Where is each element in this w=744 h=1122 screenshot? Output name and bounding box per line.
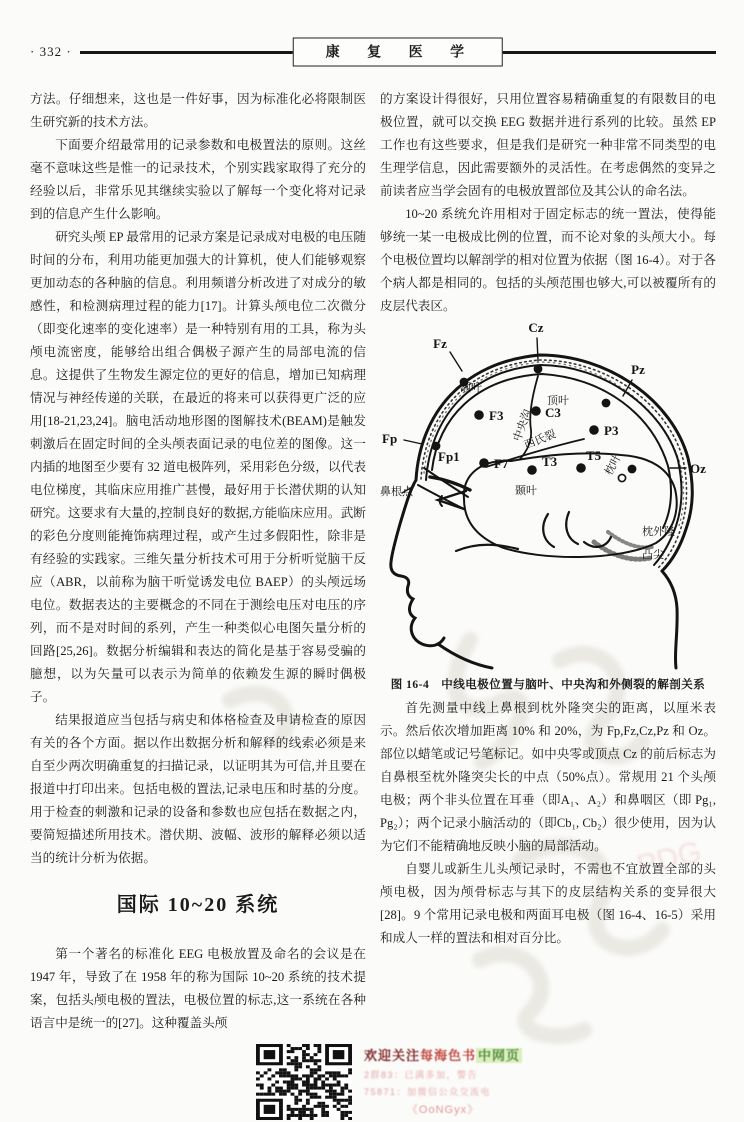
f7-electrode-dot xyxy=(479,458,489,468)
central-sulcus-label: 中央沟 xyxy=(511,407,535,444)
text-columns xyxy=(30,88,716,1035)
t3-electrode-dot xyxy=(527,465,537,475)
inion-label-line2: 凸尖 xyxy=(642,549,664,561)
footer-stamp xyxy=(256,1044,522,1120)
pz-label: Pz xyxy=(631,362,645,377)
oz-label: Oz xyxy=(690,461,706,476)
section-heading: 国际 10~20 系统 xyxy=(116,894,280,916)
parietal-lobe-label: 顶叶 xyxy=(547,395,569,407)
t5-label: T5 xyxy=(586,448,602,463)
qr-code xyxy=(256,1044,352,1120)
sylvian-fissure-label: 西氏裂 xyxy=(522,428,558,452)
pz-electrode-dot xyxy=(602,399,611,408)
book-title: 康 复 医 学 xyxy=(293,38,504,67)
head-electrode-diagram xyxy=(380,318,716,670)
fz-label: Fz xyxy=(433,336,447,351)
t3-label: T3 xyxy=(542,454,558,469)
page-header xyxy=(30,44,716,60)
inion-label-line1: 枕外隆 xyxy=(642,526,675,538)
promo-line4: 《OoNGyx》 xyxy=(406,1104,480,1116)
paragraph: 下面要介绍最常用的记录参数和电极置法的原则。这丝毫不意味这些是惟一的记录技术，个别实践家取得了充分的经验以后，非常乐见其继续实验以了解每一个变化将对记录到的信息产生什么影响。 xyxy=(30,138,366,221)
promo-line1 xyxy=(364,1045,522,1064)
cerebellum-squiggle-2 xyxy=(566,512,578,544)
paragraph: 结果报道应当包括与病史和体格检查及申请检查的原因有关的各个方面。据以作出数据分析和解释的线索必须是来自至少两次明确重复的扫描记录，以证明其为可信,并且要在报道中打印出来。包括电极的置法,记录电压和时基的分度。用于检查的刺激和记录的设备和参数也应包括在数据之内，要简短描述所用技术。潜伏期、波幅、波形的解释必须以适当的统计分析为依据。 xyxy=(30,713,366,865)
promo-line1-seg3: 中网页 xyxy=(478,1048,521,1063)
cz-electrode-dot xyxy=(534,365,543,374)
promo-line1-seg2: 每海色书 xyxy=(420,1048,477,1063)
f7-label: F7 xyxy=(494,456,509,471)
eyebrow xyxy=(430,477,470,490)
promo-line2: 2群83：已满多加，警告 xyxy=(364,1070,479,1080)
oz-electrode-dot xyxy=(628,465,637,474)
paragraph: 首先测量中线上鼻根到枕外隆突尖的距离，以厘米表示。然后依次增加距离 10% 和 20%，为 Fp,Fz,Cz,Pz 和 Oz。部位以蜡笔或记号笔标记。如中央零或顶点 Cz 的前后标志为自鼻根至枕外隆突尖长的中点（50%点）。常规用 21 个头颅电极；两个非头位置在耳垂（即A₁、A₂）和鼻咽区（即 Pg₁, Pg₂）；两个记录小脑活动的（即Cb₁, Cb₂）很少使用，因为认为它们不能精确地反映小脑的局部活动。 xyxy=(380,701,716,853)
fp1-label: Fp1 xyxy=(438,449,460,464)
figure-caption: 图 16-4 中线电极位置与脑叶、中央沟和外侧裂的解剖关系 xyxy=(390,679,706,691)
paragraph: 方法。仔细想来，这也是一件好事，因为标准化必将限制医生研究新的技术方法。 xyxy=(30,92,366,129)
paragraph: 10~20 系统允许用相对于固定标志的统一置法，使得能够统一某一电极成比例的位置，而不论对象的头颅大小。每个电极位置均以解剖学的相对位置为依据（图 16-4）。对于各个病人都是相同的。包括的头颅范围也够大,可以被覆所有的皮层代表区。 xyxy=(380,207,716,313)
paragraph: 研究头颅 EP 最常用的记录方案是记录成对电极的电压随时间的分布，利用功能更加强大的计算机，使人们能够观察更加动态的各种脑的信息。利用频谱分析改进了对成分的敏感性，和检测病理过程的能力[17]。计算头颅电位二次微分（即变化速率的变化速率）是一种特别有用的工具，称为头颅电流密度，能够给出组合偶极子源产生的局部电流的信息。这提供了生物发生源定位的更好的信息，增加已知病理情况与神经传递的关联，在最近的将来可以获得更广泛的应用[18-21,23,24]。脑电活动地形图的图解技术(BEAM)是触发刺激后在固定时间的全头颅表面记录的电位差的图像。这一内插的地图至少要有 32 道电极阵列，采用彩色分级，以代表电位梯度，其临床应用推广甚慢，最好用于长潜伏期的认知研究。这要求有大量的,控制良好的数据,方能临床应用。武断的彩色分度则能掩饰病理过程，或产生过多假阳性，除非是有经验的实践家。三维矢量分析技术可用于分析听觉脑干反应（ABR，以前称为脑干听觉诱发电位 BAEP）的头颅远场电位。数据表达的主要概念的不同在于测绘电压对电压的序列，而不是对时间的系列，产生一种类似心电图矢量分析的回路[25,26]。数据分析编辑和表达的简化是基于容易受骗的臆想，以为矢量可以表示为简单的依赖发生源的瞬时偶极子。 xyxy=(30,230,366,704)
paragraph: 的方案设计得很好，只用位置容易精确重复的有限数目的电极位置，就可以交换 EEG 数据并进行系列的比较。虽然 EP 工作也有这些要求，但是我们是研究一种非常不同类型的电生理学信息，因此需要额外的灵活性。在考虑偶然的变异之前读者应当学会固有的电极放置部位及其公认的命名法。 xyxy=(380,92,716,198)
figure-16-4 xyxy=(380,318,716,697)
promo-block xyxy=(364,1044,522,1117)
cz-tick xyxy=(537,338,538,361)
fp-tick xyxy=(404,440,422,444)
nasion-label: 鼻根点 xyxy=(380,486,413,498)
f3-electrode-dot xyxy=(474,410,484,420)
occipital-open-dot xyxy=(618,474,625,481)
right-column xyxy=(380,88,716,1035)
page-number: · 332 · xyxy=(30,44,72,59)
c3-label: C3 xyxy=(545,405,561,420)
fp-label: Fp xyxy=(382,431,398,446)
cerebellum-squiggle-1 xyxy=(543,514,554,547)
jaw-neck-line xyxy=(438,644,492,668)
paragraph: 自婴儿或新生儿头颅记录时，不需也不宜放置全部的头颅电极，因为颅骨标志与其下的皮层结构关系的变异很大 [28]。9 个常用记录电极和两面耳电极（图 16-4、16-5）采用和成人一样的置法和相对百分比。 xyxy=(380,862,716,945)
promo-line1-seg1: 欢迎关注 xyxy=(364,1048,421,1063)
f3-label: F3 xyxy=(489,408,504,423)
occipital-lobe-label: 枕叶 xyxy=(603,452,624,478)
p3-label: P3 xyxy=(604,423,619,438)
promo-line3: 75871：加微信公众交流电 xyxy=(364,1087,492,1097)
face-profile xyxy=(391,480,444,646)
t5-electrode-dot xyxy=(576,463,586,473)
paragraph: 第一个著名的标准化 EEG 电极放置及命名的会议是在 1947 年，导致了在 1958 年的称为国际 10~20 系统的技术提案，包括头颅电极的置法，电极位置的标志,这一系统在各种语言中是统一的[27]。这种覆盖头颅 xyxy=(30,947,366,1030)
temporal-lobe-label: 颞叶 xyxy=(515,485,537,497)
frontal-lobe-label: 额叶 xyxy=(460,382,482,394)
svg-text:PDG: PDG xyxy=(633,835,705,883)
p3-electrode-dot xyxy=(589,425,599,435)
cz-label: Cz xyxy=(528,320,544,335)
fz-tick xyxy=(450,352,462,371)
header-rule xyxy=(80,45,716,61)
back-of-head-line xyxy=(662,571,677,668)
left-column xyxy=(30,88,366,1035)
